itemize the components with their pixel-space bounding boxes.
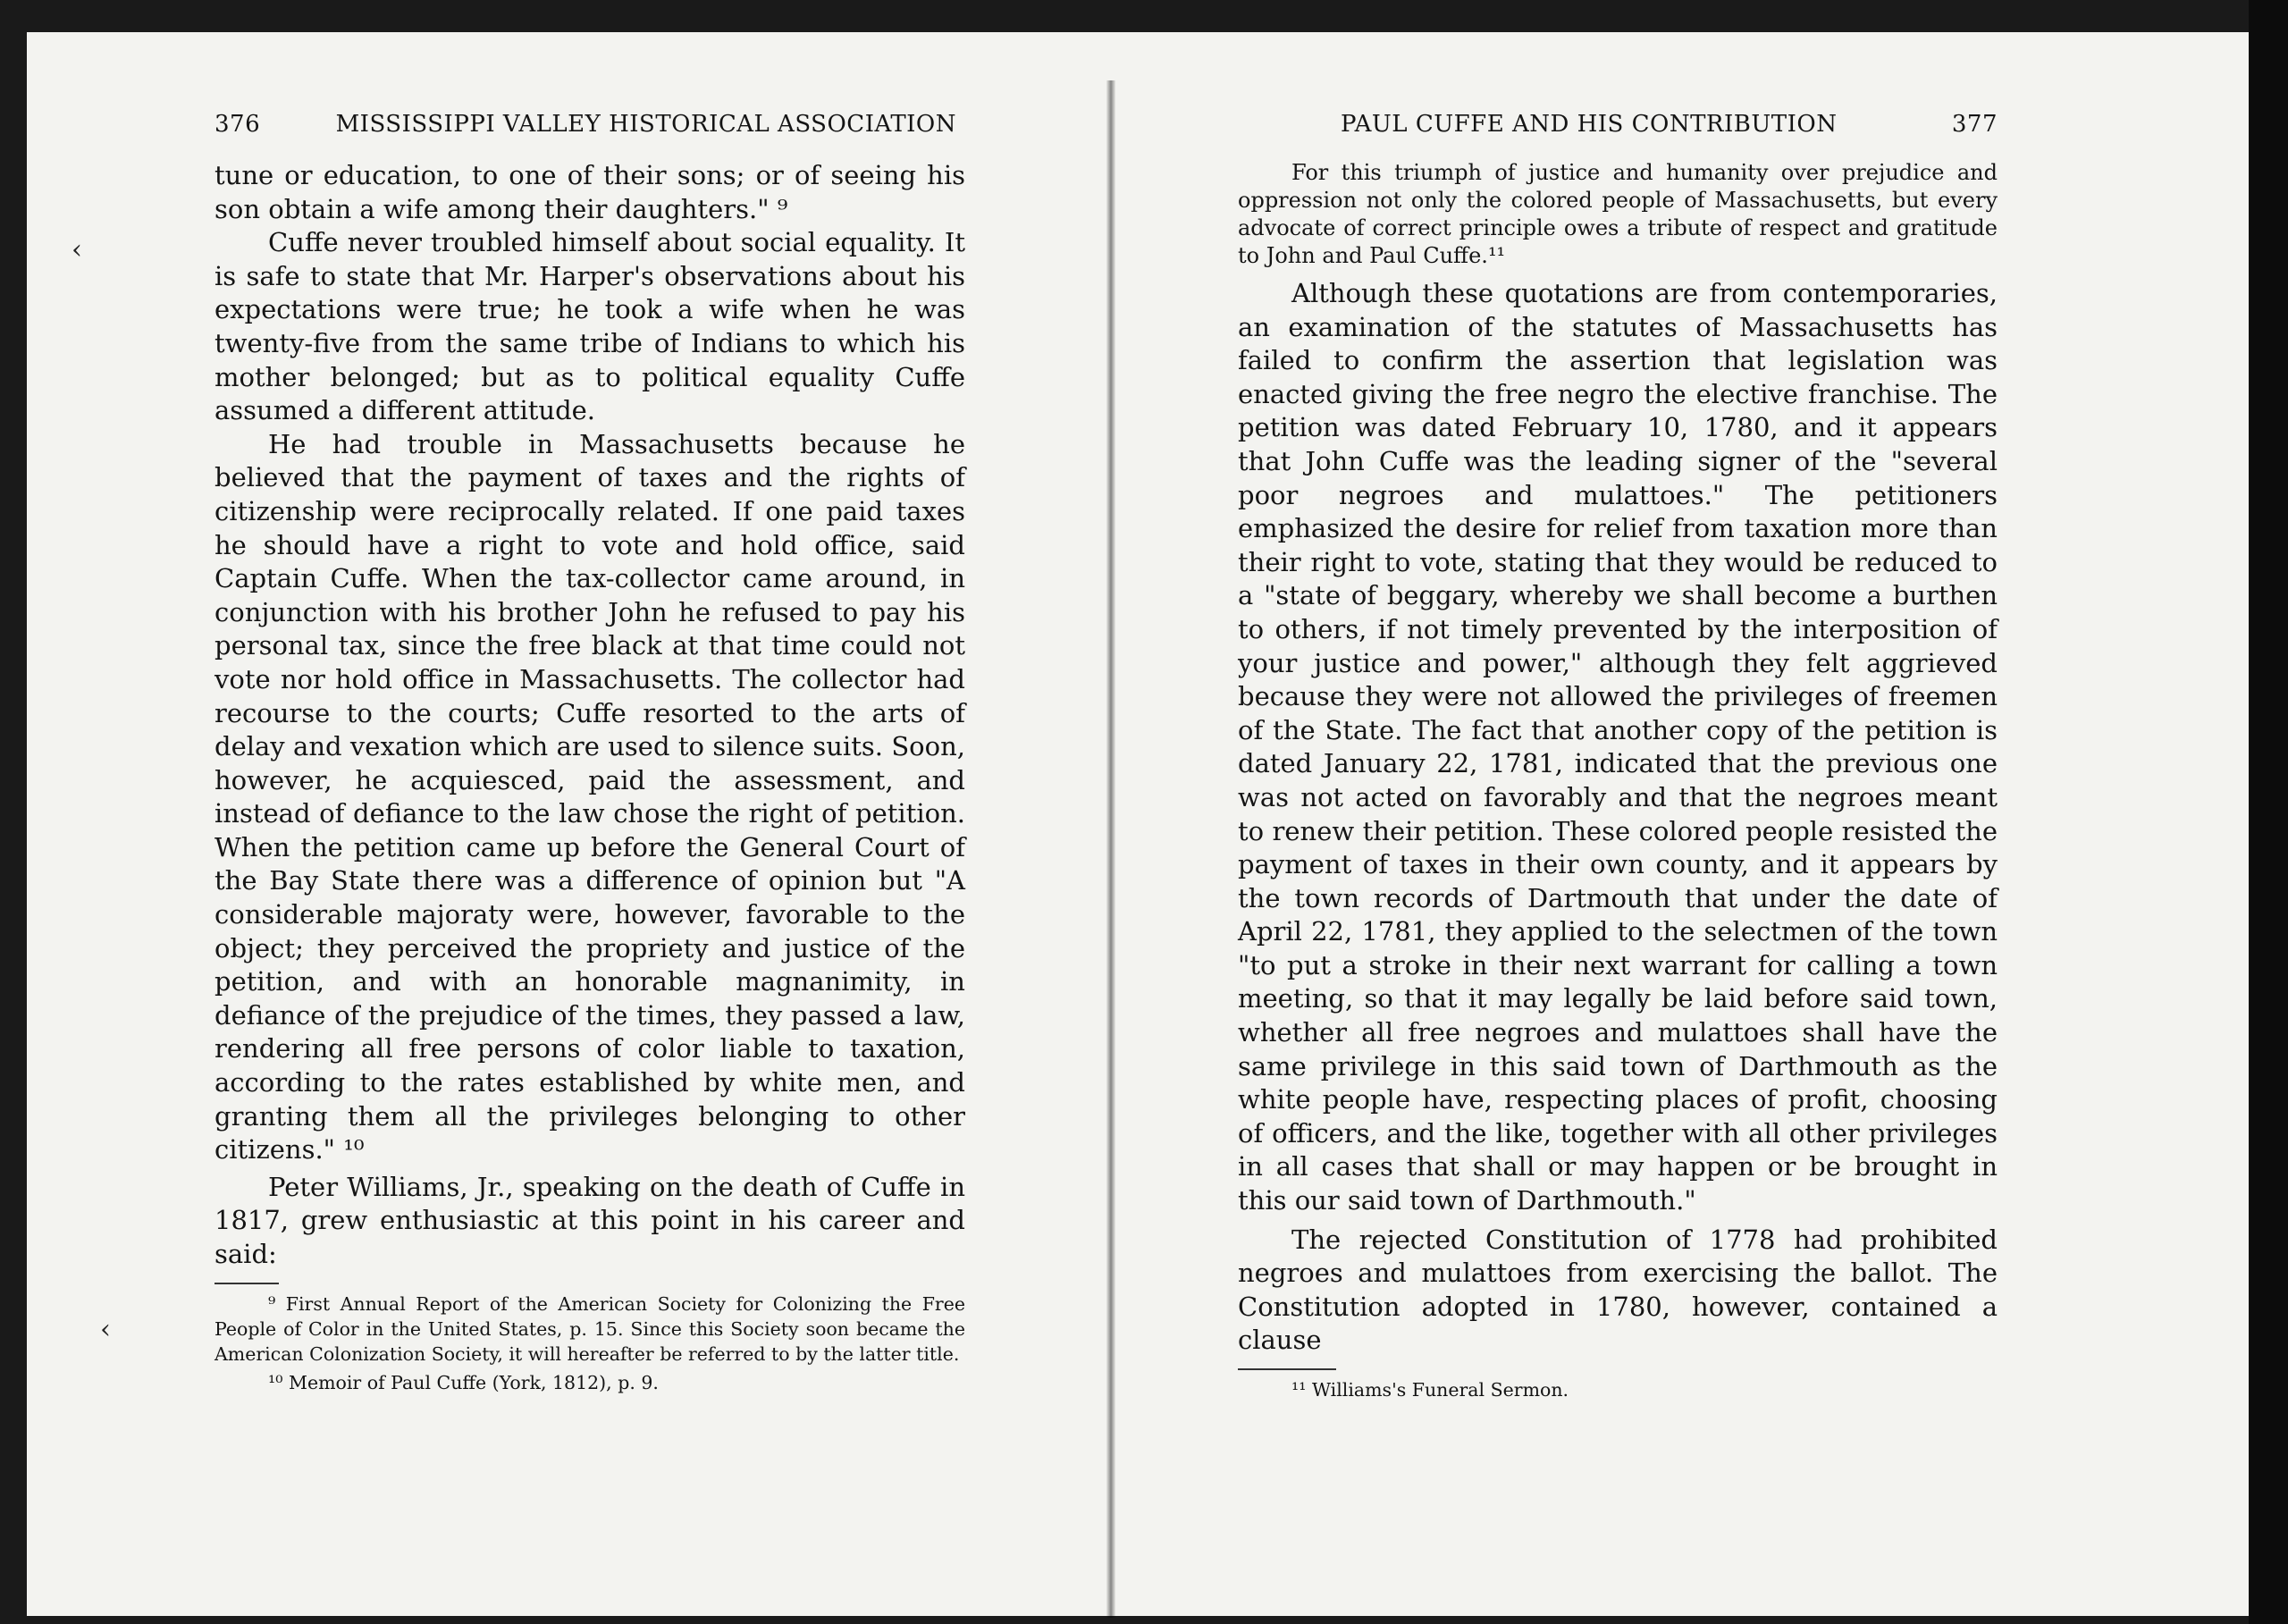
margin-mark: ‹ [100, 1314, 111, 1345]
paragraph: The rejected Constitution of 1778 had prohibited negroes and mulattoes from exercising the ballot. The Constitution adopted in 1780, however, contained a clause [1238, 1224, 1998, 1356]
running-head-title: PAUL CUFFE AND HIS CONTRIBUTION [1341, 111, 1838, 138]
footnote-rule [1238, 1368, 1336, 1370]
footnote: ¹⁰ Memoir of Paul Cuffe (York, 1812), p. 9. [268, 1371, 659, 1393]
paragraph: Cuffe never troubled himself about social equality. It is safe to state that Mr. Harper's observations about his expectations were true; he took a wife when he was twenty-five from the same tribe of Indians to which his mother belonged; but as to political equality Cuffe assumed a different attitude. [214, 227, 965, 426]
paragraph: Although these quotations are from contemporaries, an examination of the statutes of Massachusetts has failed to confirm the assertion that legislation was enacted giving the free negro the elective franchise. The petition was dated February 10, 1780, and it appears that John Cuffe was the leading signer of the "several poor negroes and mulattoes." The petitioners emphasized the desire for relief from taxation more than their right to vote, stating that they would be reduced to a "state of beggary, whereby we shall become a burthen to others, if not timely prevented by the interposition of your justice and power," although they felt aggrieved because they were not allowed the privileges of freemen of the State. The fact that another copy of the petition is dated January 22, 1781, indicated that the previous one was not acted on favorably and that the negroes meant to renew their petition. These colored people resisted the payment of taxes in their own county, and it appears by the town records of Dartmouth that under the date of April 22, 1781, they applied to the selectmen of the town "to put a stroke in their next warrant for calling a town meeting, so that it may legally be laid before said town, whether all free negroes and mulattoes shall have the same privilege in this said town of Darthmouth as the white people have, respecting places of profit, choosing of officers, and the like, together with all other privileges in all cases that shall or may happen or be brought in this our said town of Darthmouth." [1238, 278, 1998, 1216]
running-head [214, 107, 965, 141]
page-number: 376 [214, 111, 261, 138]
scan-edge [2249, 0, 2288, 1624]
left-page [214, 107, 965, 1395]
footnote: ⁹ First Annual Report of the American Society for Colonizing the Free People of Color in the United States, p. 15. Since this Society soon became the American Colonization Society, it will hereafter be referred to by the latter title. [214, 1292, 965, 1365]
page-number: 377 [1951, 111, 1998, 138]
right-page [1238, 107, 1998, 1402]
paragraph: He had trouble in Massachusetts because he believed that the payment of taxes and the rights of citizenship were reciprocally related. If one paid taxes he should have a right to vote and hold office, said Captain Cuffe. When the tax-collector came around, in conjunction with his brother John he refused to pay his personal tax, since the free black at that time could not vote nor hold office in Massachusetts. The collector had recourse to the courts; Cuffe resorted to the arts of delay and vexation which are used to silence suits. Soon, however, he acquiesced, paid the assessment, and instead of defiance to the law chose the right of petition. When the petition came up before the General Court of the Bay State there was a difference of opinion but "A considerable majoraty were, however, favorable to the object; they perceived the propriety and justice of the petition, and with an honorable magnanimity, in defiance of the prejudice of the times, they passed a law, rendering all free persons of color liable to taxation, according to the rates established by white men, and granting them all the privileges belonging to other citizens." ¹⁰ [214, 428, 965, 1165]
footnote: ¹¹ Williams's Funeral Sermon. [1291, 1379, 1569, 1401]
running-head [1238, 107, 1998, 141]
footnote-rule [214, 1283, 279, 1284]
book-gutter [1106, 80, 1115, 1618]
paragraph: Peter Williams, Jr., speaking on the death of Cuffe in 1817, grew enthusiastic at this point in his career and said: [214, 1171, 965, 1269]
running-head-title: MISSISSIPPI VALLEY HISTORICAL ASSOCIATION [335, 111, 956, 138]
margin-mark: ‹ [72, 234, 82, 265]
paragraph: tune or education, to one of their sons; or of seeing his son obtain a wife among their daughters." ⁹ [214, 160, 965, 224]
block-quote: For this triumph of justice and humanity over prejudice and oppression not only the colored people of Massachusetts, but every advocate of correct principle owes a tribute of respect and gratitude to John and Paul Cuffe.¹¹ [1238, 160, 1998, 268]
